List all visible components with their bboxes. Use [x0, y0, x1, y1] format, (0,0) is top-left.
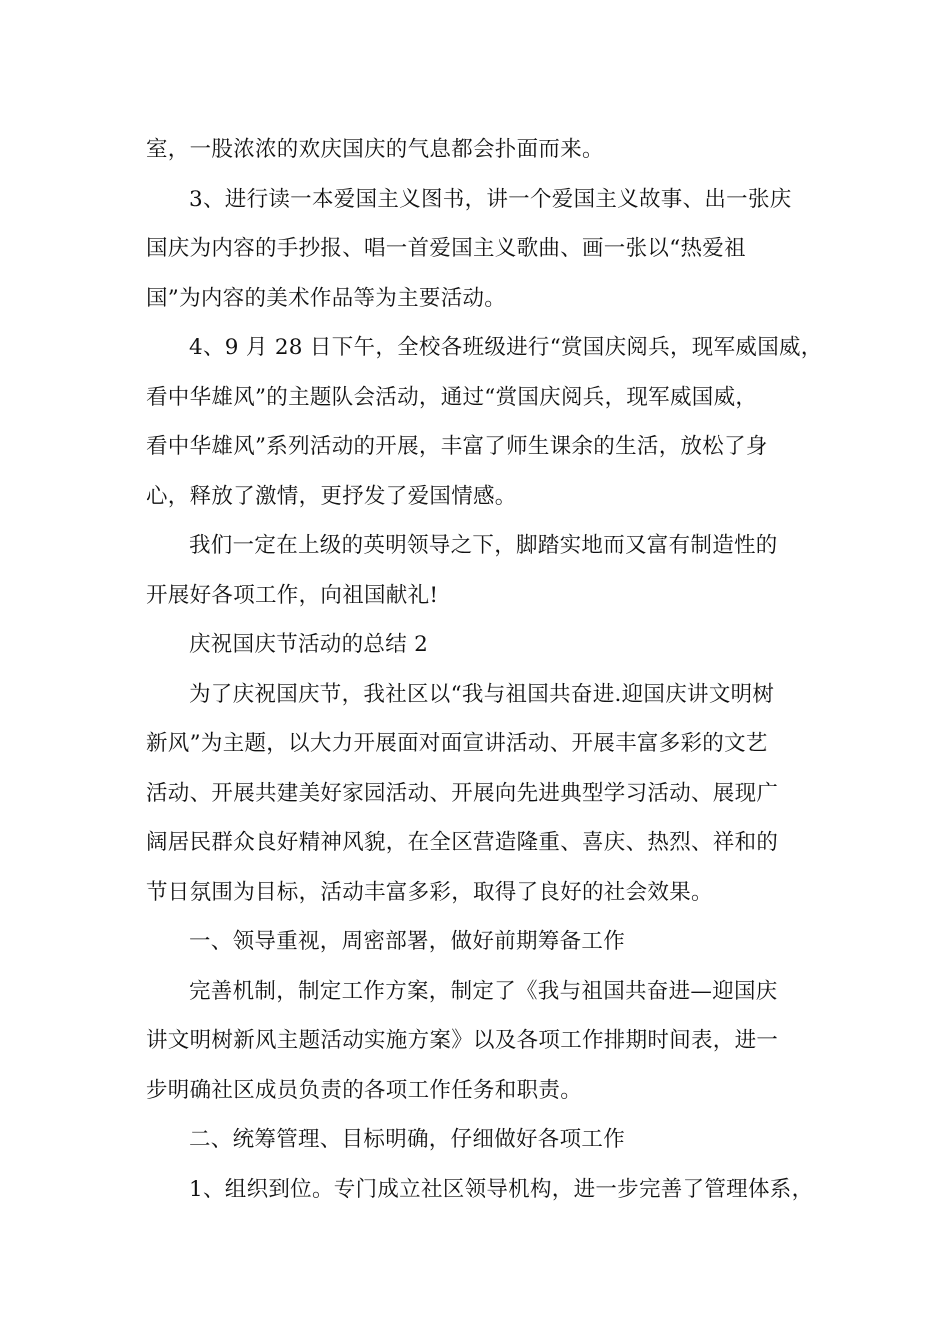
text-line: 开展好各项工作，向祖国献礼! — [146, 582, 439, 608]
text-line: 3、进行读一本爱国主义图书，讲一个爱国主义故事、出一张庆 — [189, 186, 792, 212]
section-heading: 庆祝国庆节活动的总结 2 — [189, 632, 429, 657]
text-line: 新风”为主题，以大力开展面对面宣讲活动、开展丰富多彩的文艺 — [146, 731, 768, 756]
text-line: 节日氛围为目标，活动丰富多彩，取得了良好的社会效果。 — [146, 879, 713, 905]
text-line: 国”为内容的美术作品等为主要活动。 — [146, 285, 507, 311]
text-line: 1、组织到位。专门成立社区领导机构，进一步完善了管理体系， — [189, 1176, 814, 1202]
text-line: 看中华雄风”系列活动的开展，丰富了师生课余的生活，放松了身 — [146, 434, 768, 459]
text-line: 心，释放了激情，更抒发了爱国情感。 — [146, 483, 517, 509]
document-body — [146, 125, 826, 1214]
text-line: 为了庆祝国庆节，我社区以“我与祖国共奋进.迎国庆讲文明树 — [189, 681, 775, 707]
text-line: 4、9 月 28 日下午，全校各班级进行“赏国庆阅兵，现军威国威， — [189, 335, 823, 360]
subsection-heading: 一、领导重视，周密部署，做好前期筹备工作 — [189, 929, 626, 954]
text-line: 活动、开展共建美好家园活动、开展向先进典型学习活动、展现广 — [146, 780, 779, 806]
text-line: 阔居民群众良好精神风貌，在全区营造隆重、喜庆、热烈、祥和的 — [146, 830, 779, 855]
text-line: 讲文明树新风主题活动实施方案》以及各项工作排期时间表，进一 — [146, 1028, 779, 1053]
subsection-heading: 二、统筹管理、目标明确，仔细做好各项工作 — [189, 1127, 626, 1152]
text-line: 室，一股浓浓的欢庆国庆的气息都会扑面而来。 — [146, 137, 604, 162]
text-line: 完善机制，制定工作方案，制定了《我与祖国共奋进—迎国庆 — [189, 978, 778, 1004]
text-line: 我们一定在上级的英明领导之下，脚踏实地而又富有制造性的 — [189, 533, 778, 558]
text-line: 国庆为内容的手抄报、唱一首爱国主义歌曲、画一张以“热爱祖 — [146, 236, 746, 261]
text-line: 步明确社区成员负责的各项工作任务和职责。 — [146, 1077, 583, 1103]
text-line: 看中华雄风”的主题队会活动，通过“赏国庆阅兵，现军威国威， — [146, 384, 758, 410]
